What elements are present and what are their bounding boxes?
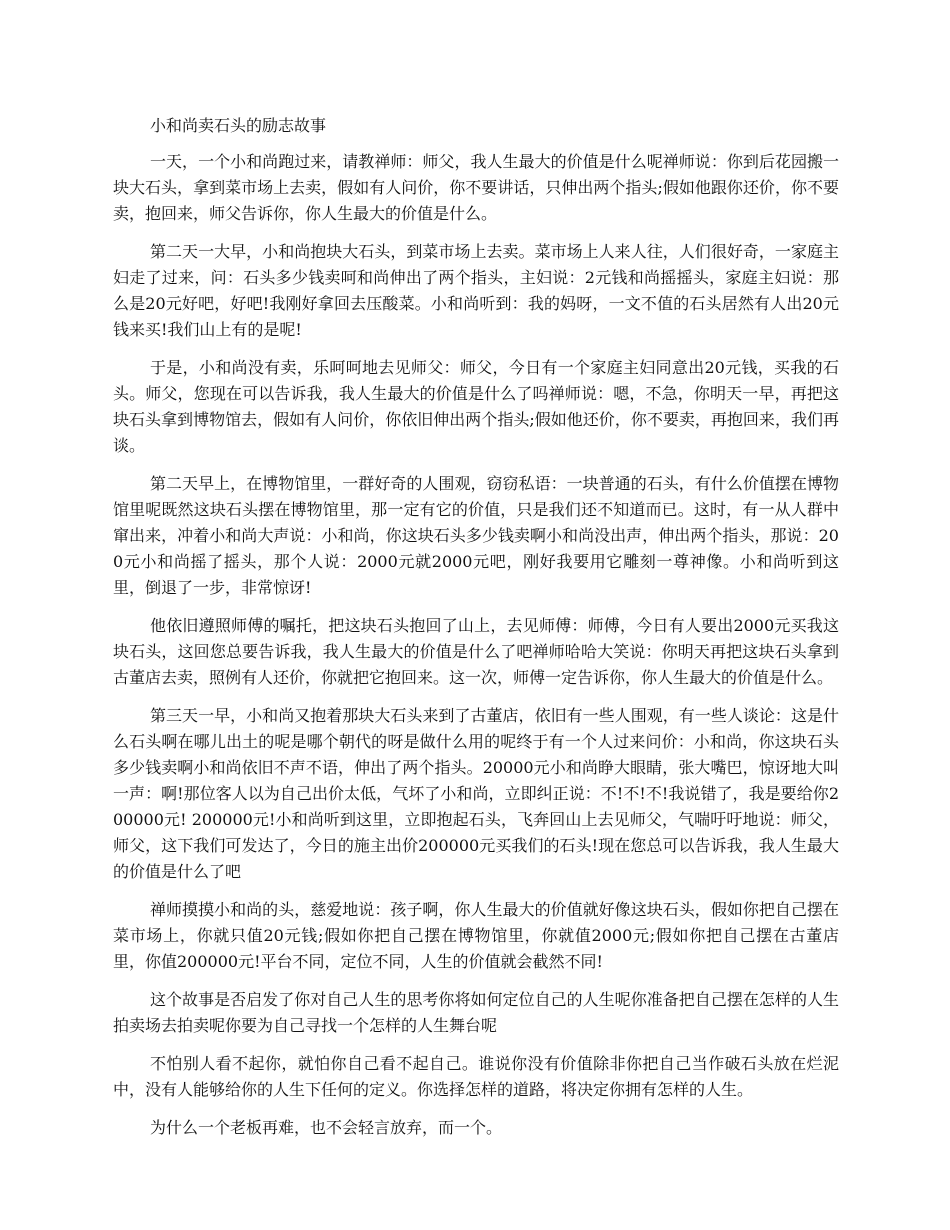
document-page bbox=[113, 113, 839, 1153]
document-title: 小和尚卖石头的励志故事 bbox=[150, 116, 327, 135]
paragraph-7: 禅师摸摸小和尚的头，慈爱地说：孩子啊，你人生最大的价值就好像这块石头，假如你把自己摆在菜市场上，你就只值20元钱;假如你把自己摆在博物馆里，你就值2000元;假如你把自己摆在古董店里，你值200000元!平台不同，定位不同，人生的价值就会截然不同! bbox=[113, 900, 839, 971]
paragraph-5: 他依旧遵照师傅的嘱托，把这块石头抱回了山上，去见师傅：师傅，今日有人要出2000元买我这块石头，这回您总要告诉我，我人生最大的价值是什么了吧禅师哈哈大笑说：你明天再把这块石头拿到古董店去卖，照例有人还价，你就把它抱回来。这一次，师傅一定告诉你，你人生最大的价值是什么。 bbox=[113, 616, 839, 687]
paragraph-4: 第二天早上，在博物馆里，一群好奇的人围观，窃窃私语：一块普通的石头，有什么价值摆在博物馆里呢既然这块石头摆在博物馆里，那一定有它的价值，只是我们还不知道而已。这时，有一从人群中窜出来，冲着小和尚大声说：小和尚，你这块石头多少钱卖啊小和尚没出声，伸出两个指头，那说：200元小和尚摇了摇头，那个人说：2000元就2000元吧，刚好我要用它雕刻一尊神像。小和尚听到这里，倒退了一步，非常惊讶! bbox=[113, 474, 839, 597]
paragraph-9: 不怕别人看不起你，就怕你自己看不起自己。谁说你没有价值除非你把自己当作破石头放在烂泥中，没有人能够给你的人生下任何的定义。你选择怎样的道路，将决定你拥有怎样的人生。 bbox=[113, 1054, 839, 1099]
paragraph-1: 一天，一个小和尚跑过来，请教禅师：师父，我人生最大的价值是什么呢禅师说：你到后花园搬一块大石头，拿到菜市场上去卖，假如有人问价，你不要讲话，只伸出两个指头;假如他跟你还价，你不要卖，抱回来，师父告诉你，你人生最大的价值是什么。 bbox=[113, 152, 839, 223]
paragraph-6: 第三天一早，小和尚又抱着那块大石头来到了古董店，依旧有一些人围观，有一些人谈论：这是什么石头啊在哪儿出土的呢是哪个朝代的呀是做什么用的呢终于有一个人过来问价：小和尚，你这块石头多少钱卖啊小和尚依旧不声不语，伸出了两个指头。20000元小和尚睁大眼睛，张大嘴巴，惊讶地大叫一声：啊!那位客人以为自己出价太低，气坏了小和尚，立即纠正说：不!不!不!我说错了，我是要给你200000元! 200000元!小和尚听到这里，立即抱起石头，飞奔回山上去见师父，气喘吁吁地说：师父，师父，这下我们可发达了，今日的施主出价200000元买我们的石头!现在您总可以告诉我，我人生最大的价值是什么了吧 bbox=[113, 706, 839, 881]
paragraph-3: 于是，小和尚没有卖，乐呵呵地去见师父：师父，今日有一个家庭主妇同意出20元钱，买我的石头。师父，您现在可以告诉我，我人生最大的价值是什么了吗禅师说：嗯，不急，你明天一早，再把这块石头拿到博物馆去，假如有人问价，你依旧伸出两个指头;假如他还价，你不要卖，再抱回来，我们再谈。 bbox=[113, 358, 839, 455]
paragraph-10: 为什么一个老板再难，也不会轻言放弃，而一个。 bbox=[150, 1118, 503, 1137]
paragraph-8: 这个故事是否启发了你对自己人生的思考你将如何定位自己的人生呢你准备把自己摆在怎样的人生拍卖场去拍卖呢你要为自己寻找一个怎样的人生舞台呢 bbox=[113, 990, 839, 1035]
paragraph-2: 第二天一大早，小和尚抱块大石头，到菜市场上去卖。菜市场上人来人往，人们很好奇，一家庭主妇走了过来，问：石头多少钱卖呵和尚伸出了两个指头，主妇说：2元钱和尚摇摇头，家庭主妇说：那么是20元好吧，好吧!我刚好拿回去压酸菜。小和尚听到：我的妈呀，一文不值的石头居然有人出20元钱来买!我们山上有的是呢! bbox=[113, 242, 839, 339]
